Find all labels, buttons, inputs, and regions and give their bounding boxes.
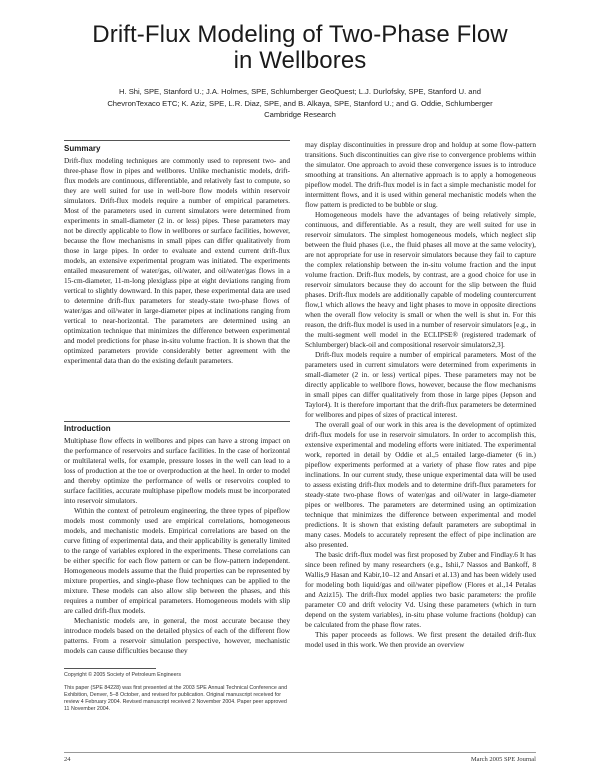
author-list <box>60 86 540 121</box>
title-line-2: in Wellbores <box>233 47 367 74</box>
right-paragraph-6: This paper proceeds as follows. We first present the detailed drift-flux model used in this work. We then provide an overview <box>305 630 536 649</box>
introduction-heading: Introduction <box>64 424 111 433</box>
paper-title <box>0 22 600 74</box>
authors-line-3: Cambridge Research <box>264 110 336 119</box>
right-paragraph-1: may display discontinuities in pressure drop and holdup at some flow-pattern transitions. Such discontinuities can give rise to convergence problems within the simulator. One approach to avoid these convergence issues is to introduce smoothing at transitions. An alternative approach is to apply a homogeneous pipeflow model. The drift-flux model is in fact a simple mechanistic model for intermittent flows, and it is used within general mechanistic models when the flow pattern is predicted to be bubble or slug. <box>305 140 536 209</box>
right-column <box>305 140 536 650</box>
footnote-rule <box>64 668 156 669</box>
intro-paragraph-2: Within the context of petroleum engineering, the three types of pipeflow models most commonly used are empirical correlations, homogeneous models, and mechanistic models. Empirical correlations are based on the curve fitting of experimental data, and their applicability is generally limited to the range of variables explored in the experiments. These correlations can be either specific for each flow pattern or can be flow-pattern independent. Homogeneous models assume that the fluid properties can be represented by mixture properties, and single-phase flow techniques can be applied to the mixture. These models can also allow slip between the phases, and this requires a number of empirical parameters. Homogeneous models with slip are called drift-flux models. <box>64 506 290 615</box>
authors-line-2: ChevronTexaco ETC; K. Aziz, SPE, L.R. Diaz, SPE, and B. Alkaya, SPE, Stanford U.; and G. Oddie, Schlumberger <box>107 98 493 108</box>
summary-paragraph: Drift-flux modeling techniques are commonly used to represent two- and three-phase flow in pipes and wellbores. Unlike mechanistic models, drift-flux models are continuous, differentiable, and relatively fast to compute, so they are well suited for use in well-bore flow models within reservoir simulators. Drift-flux models require a number of empirical parameters. Most of the parameters used in current simulators were determined from experiments in small-diameter (2 in. or less) pipes. These parameters may not be directly applicable to flow in wellbores or surface facilities, however, because the flow mechanisms in small pipes can differ qualitatively from those in large pipes. In order to evaluate and extend current drift-flux models, an extensive experimental program was initiated. The experiments entailed measurement of water/gas, oil/water, and oil/water/gas flows in a 15-cm-diameter, 11-m-long plexiglass pipe at eight deviations ranging from vertical to slightly downward. In this paper, these experimental data are used to determine drift-flux parameters for steady-state two-phase flows of water/gas and oil/water in large-diameter pipes at inclinations ranging from vertical to near-horizontal. The parameters are determined using an optimization technique that minimizes the difference between experimental and model predictions for phase in-situ volume fraction. It is shown that the optimized parameters provide considerably better agreement with the experimental data than do the existing default parameters. <box>64 156 290 365</box>
page-number: 24 <box>64 756 71 763</box>
introduction-section <box>64 424 290 656</box>
authors-line-1: H. Shi, SPE, Stanford U.; J.A. Holmes, SPE, Schlumberger GeoQuest; L.J. Durlofsky, SPE, Stanford U. and <box>119 87 481 96</box>
title-line-1: Drift-Flux Modeling of Two-Phase Flow <box>92 21 508 48</box>
footnote <box>64 672 290 713</box>
intro-paragraph-3: Mechanistic models are, in general, the most accurate because they introduce models based on the detailed physics of each of the different flow patterns. From a reservoir simulation perspective, however, mechanistic models can cause difficulties because they <box>64 616 290 655</box>
right-paragraph-5: The basic drift-flux model was first proposed by Zuber and Findlay.6 It has since been refined by many researchers (e.g., Ishii,7 Nassos and Bankoff, 8 Wallis,9 Hasan and Kabir,10–12 and Ansari et al.13) and has been widely used for modeling both liquid/gas and oil/water pipeflow (Flores et al.,14 Petalas and Aziz15). The drift-flux model applies two basic parameters: the profile parameter C0 and drift velocity Vd. Using these parameters (which in turn depend on the system variables), in-situ phase volume fractions (holdup) can be calculated from the phase flow rates. <box>305 550 536 629</box>
right-paragraph-3: Drift-flux models require a number of empirical parameters. Most of the parameters used in current simulators were determined from experiments in small-diameter (2 in. or less) vertical pipes. These parameters may not be directly applicable to wellbore flows, however, because the flow mechanisms in small pipes can differ qualitatively from those in large pipes (Jepson and Taylor4). It is therefore important that the drift-flux parameters be determined for wellbores and pipes of sizes of practical interest. <box>305 350 536 419</box>
intro-top-rule <box>64 421 290 422</box>
journal-name: March 2005 SPE Journal <box>470 756 536 763</box>
intro-paragraph-1: Multiphase flow effects in wellbores and pipes can have a strong impact on the performance of reservoirs and surface facilities. In the case of horizontal or multilateral wells, for example, pressure losses in the well can lead to a loss of production at the toe or overproduction at the heel. In order to model and thereby optimize the performance of wells or reservoirs coupled to surface facilities, accurate multiphase pipeflow models must be incorporated into reservoir simulators. <box>64 436 290 505</box>
footer-rule <box>64 752 536 753</box>
right-paragraph-2: Homogeneous models have the advantages of being relatively simple, continuous, and differentiable. As a result, they are well suited for use in reservoir simulators. The simplest homogeneous models, which neglect slip between the fluid phases (i.e., the fluid phases all move at the same velocity), are not appropriate for use in reservoir simulators because they fail to capture the complex relationship between the in-situ volume fraction and the input volume fraction. Drift-flux models, by contrast, are a good choice for use in reservoir simulators because they do account for the slip between the fluid phases. Drift-flux models are additionally capable of modeling countercurrent flow,1 which allows the heavy and light phases to move in opposite directions when the overall flow velocity is small or when the well is shut in. For this reason, the drift-flux model is used in a number of reservoir simulators [e.g., in the multi-segment well model in the ECLIPSE® (registered trademark of Schlumberger) black-oil and compositional reservoir simulators2,3]. <box>305 210 536 349</box>
summary-top-rule <box>64 140 290 141</box>
summary-heading: Summary <box>64 144 101 153</box>
copyright-notice: Copyright © 2005 Society of Petroleum Engineers <box>64 672 181 678</box>
right-paragraph-4: The overall goal of our work in this area is the development of optimized drift-flux models for use in reservoir simulators. In order to accomplish this, extensive experimental and modeling efforts were initiated. The experimental work, reported in detail by Oddie et al.,5 entailed large-diameter (6 in.) pipeflow experiments performed at a variety of phase flow rates and pipe inclinations. In our current study, these unique experimental data will be used to assess existing drift-flux models and to determine drift-flux parameters for steady-state two-phase flows of water/gas and oil/water in large-diameter pipes or wellbores. The parameters are determined using an optimization technique that minimizes the difference between experimental and model predictions. It is shown that existing default parameters are suboptimal in many cases. Models to accurately represent the effect of pipe inclination are also presented. <box>305 420 536 549</box>
publication-history: This paper (SPE 84228) was first presented at the 2003 SPE Annual Technical Conference and Exhibition, Denver, 5–8 October, and revised for publication. Original manuscript received for review 4 February 2004. Revised manuscript received 2 November 2004. Paper peer approved 11 November 2004. <box>64 685 288 712</box>
summary-section <box>64 144 290 366</box>
